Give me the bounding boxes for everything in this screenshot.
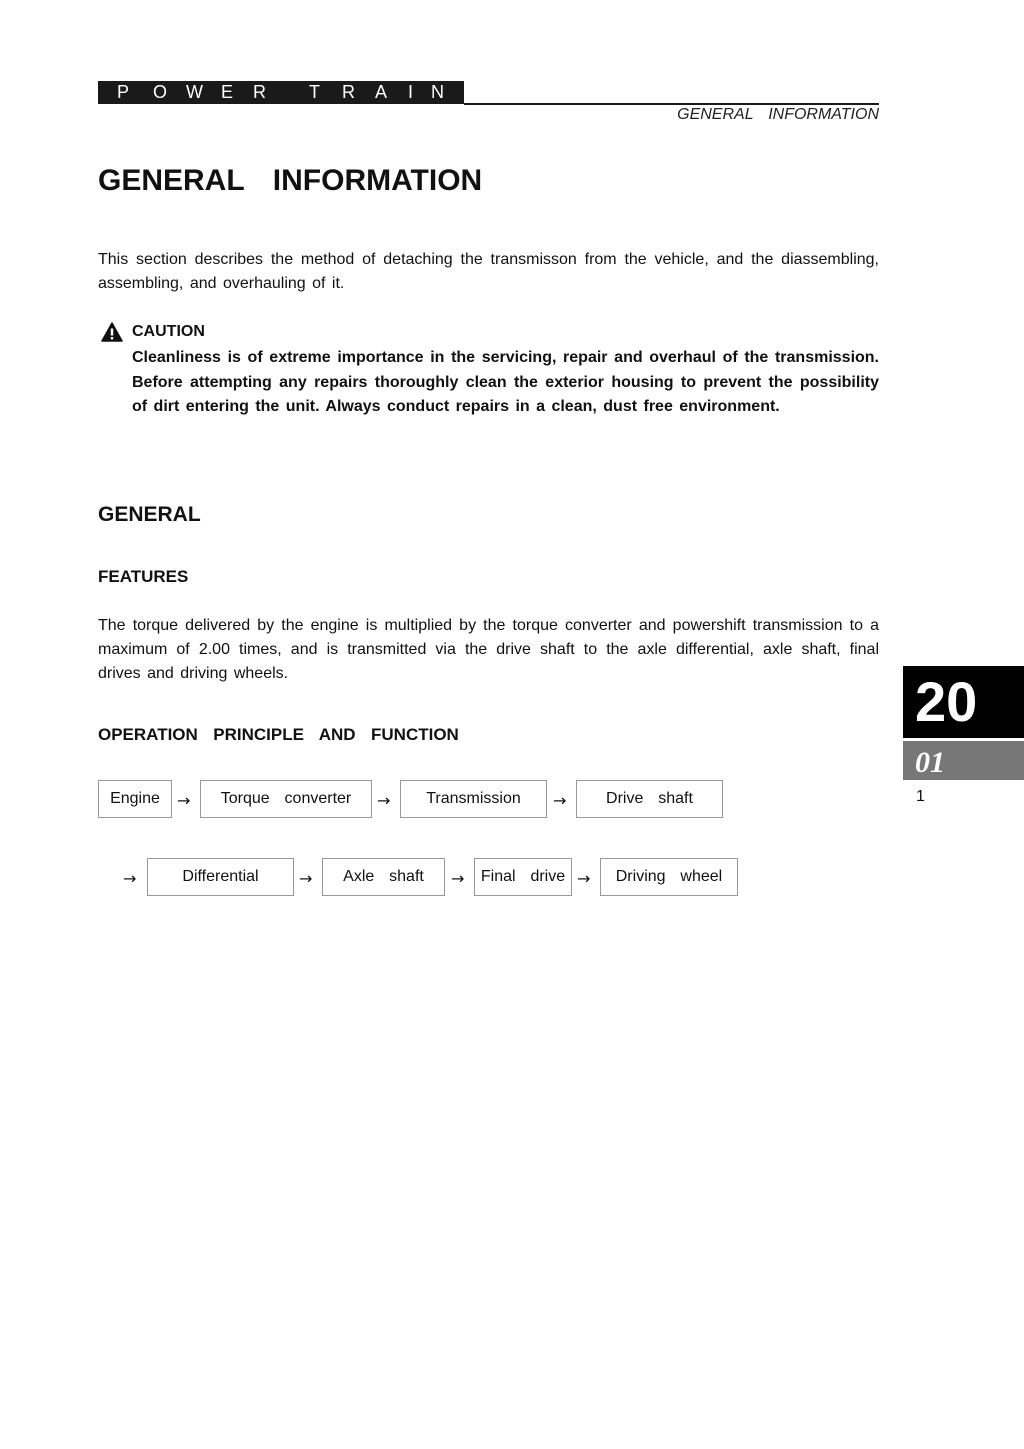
chapter-tab-number: 20 <box>903 666 1024 738</box>
flow-box-drive-shaft: Drive shaft <box>576 780 723 818</box>
header-letter: E <box>221 82 234 102</box>
section-tab-number: 01 <box>903 741 1024 780</box>
header-rule <box>464 103 879 105</box>
header-letter: R <box>342 82 355 102</box>
header-letter: R <box>253 82 266 102</box>
flow-box-engine: Engine <box>98 780 172 818</box>
flow-box-differential: Differential <box>147 858 294 896</box>
intro-paragraph: This section describes the method of detaching the transmisson from the vehicle, and the diassembling, assembling, and overhauling of it. <box>98 251 879 292</box>
flow-arrow: → <box>299 869 313 888</box>
header-letter: T <box>309 82 320 102</box>
features-paragraph: The torque delivered by the engine is multiplied by the torque converter and powershift transmission to a maximum of 2.00 times, and is transmitted via the drive shaft to the axle differential, axle shaft, final drives and driving wheels. <box>98 617 879 682</box>
flow-box-axle-shaft: Axle shaft <box>322 858 445 896</box>
operation-heading: OPERATION PRINCIPLE AND FUNCTION <box>98 725 459 744</box>
flow-arrow: → <box>377 791 391 810</box>
caution-label: CAUTION <box>132 323 205 340</box>
flow-box-driving-wheel: Driving wheel <box>600 858 738 896</box>
flow-box-torque-converter: Torque converter <box>200 780 372 818</box>
header-letter: N <box>431 82 444 102</box>
warning-triangle-icon <box>101 322 123 342</box>
flow-box-transmission: Transmission <box>400 780 547 818</box>
header-letter: P <box>117 82 130 102</box>
header-section-title: GENERAL INFORMATION <box>677 106 879 123</box>
page-title: GENERAL INFORMATION <box>98 164 483 197</box>
header-letter: I <box>408 82 414 102</box>
flow-box-final-drive: Final drive <box>474 858 572 896</box>
flow-arrow: → <box>451 869 465 888</box>
flow-arrow: → <box>577 869 591 888</box>
page-number: 1 <box>916 788 925 805</box>
flow-arrow: → <box>123 869 137 888</box>
section-header-bar <box>98 81 464 104</box>
header-letter: O <box>153 82 168 102</box>
flow-arrow: → <box>553 791 567 810</box>
flow-arrow: → <box>177 791 191 810</box>
header-letter: W <box>186 82 203 102</box>
features-heading: FEATURES <box>98 567 189 586</box>
general-heading: GENERAL <box>98 503 201 526</box>
caution-text: Cleanliness is of extreme importance in the servicing, repair and overhaul of the transmission. Before attempting any repairs thoroughly clean the exterior housing to prevent the possibility of dirt entering the unit. Always conduct repairs in a clean, dust free environment. <box>132 349 879 415</box>
header-letter: A <box>375 82 388 102</box>
